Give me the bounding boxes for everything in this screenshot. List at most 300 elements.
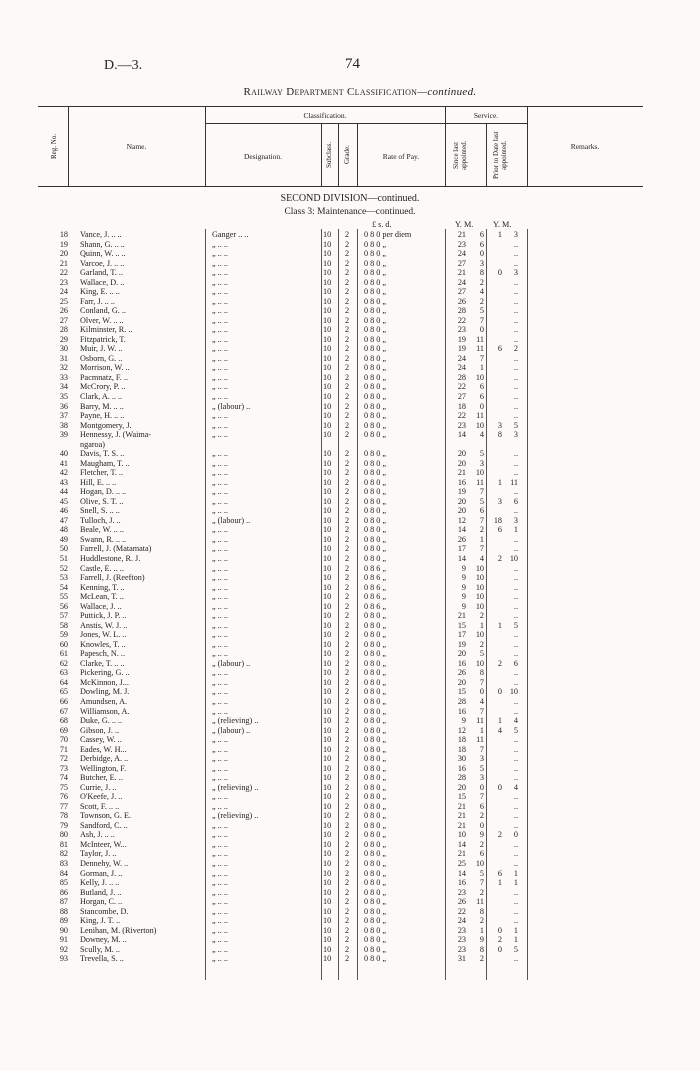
prior-years-cell: 4 bbox=[497, 725, 502, 735]
since-months-cell: 0 bbox=[479, 325, 484, 335]
since-months-cell: 8 bbox=[479, 268, 484, 278]
rate-of-pay-cell: 0 8 0 „ bbox=[364, 468, 387, 478]
name-cell: Fletcher, T. .. bbox=[80, 468, 124, 478]
since-months-cell: 7 bbox=[479, 744, 484, 754]
reg-no-cell: 93 bbox=[59, 954, 68, 964]
since-months-cell: 5 bbox=[479, 763, 484, 773]
name-cell: Fitzpatrick, T. bbox=[80, 334, 126, 344]
since-months-cell: 2 bbox=[479, 277, 484, 287]
designation-cell: „ .. .. bbox=[212, 696, 228, 706]
prior-months-cell: .. bbox=[513, 544, 518, 554]
since-years-cell: 28 bbox=[457, 306, 466, 316]
rate-of-pay-cell: 0 8 0 „ bbox=[364, 725, 387, 735]
subclass-cell: 10 bbox=[323, 534, 332, 544]
grade-cell: 2 bbox=[345, 496, 350, 506]
subclass-cell: 10 bbox=[323, 925, 332, 935]
since-years-cell: 18 bbox=[457, 744, 466, 754]
prior-months-cell: .. bbox=[513, 677, 518, 687]
name-cell: Gorman, J. .. bbox=[80, 868, 123, 878]
rate-of-pay-cell: 0 8 0 „ bbox=[364, 525, 387, 535]
subclass-cell: 10 bbox=[323, 392, 332, 401]
subclass-cell: 10 bbox=[323, 906, 332, 916]
since-months-cell: 11 bbox=[476, 411, 484, 421]
designation-cell: „ .. .. bbox=[212, 287, 228, 297]
rate-of-pay-cell: 0 8 0 „ bbox=[364, 515, 387, 525]
rate-of-pay-cell: 0 8 0 „ bbox=[364, 382, 387, 392]
since-months-cell: 5 bbox=[479, 649, 484, 659]
since-months-cell: 5 bbox=[479, 868, 484, 878]
name-cell: Taylor, J. .. bbox=[80, 849, 117, 859]
since-months-cell: 2 bbox=[479, 525, 484, 535]
designation-cell: „ .. .. bbox=[212, 306, 228, 316]
since-months-cell: 6 bbox=[479, 801, 484, 811]
designation-cell: „ .. .. bbox=[212, 430, 228, 440]
rate-of-pay-cell: 0 8 0 „ bbox=[364, 639, 387, 649]
grade-cell: 2 bbox=[345, 525, 350, 535]
subclass-cell: 10 bbox=[323, 820, 332, 830]
grade-cell: 2 bbox=[345, 954, 350, 964]
subclass-cell: 10 bbox=[323, 639, 332, 649]
rate-of-pay-cell: 0 8 0 per diem bbox=[364, 230, 412, 239]
subclass-cell: 10 bbox=[323, 630, 332, 640]
reg-no-cell: 75 bbox=[59, 782, 68, 792]
name-cell: Hill, E. .. .. bbox=[80, 477, 117, 487]
prior-months-cell: .. bbox=[513, 334, 518, 344]
rate-of-pay-cell: 0 8 0 „ bbox=[364, 716, 387, 726]
prior-months-cell: .. bbox=[513, 306, 518, 316]
reg-no-cell: 59 bbox=[59, 630, 68, 640]
prior-months-cell: .. bbox=[513, 601, 518, 611]
prior-months-cell: .. bbox=[513, 792, 518, 802]
name-cell: Gibson, J. .. bbox=[80, 725, 120, 735]
grade-cell: 2 bbox=[345, 696, 350, 706]
rate-of-pay-cell: 0 8 0 „ bbox=[364, 820, 387, 830]
since-months-cell: 10 bbox=[475, 858, 484, 868]
since-months-cell: 7 bbox=[479, 487, 484, 497]
name-cell: McCrory, P. .. bbox=[80, 382, 126, 392]
since-months-cell: 0 bbox=[479, 687, 484, 697]
rate-of-pay-cell: 0 8 0 „ bbox=[364, 706, 387, 716]
designation-cell: „ .. .. bbox=[212, 563, 228, 573]
name-cell: Stancombe, D. bbox=[80, 906, 129, 916]
reg-no-cell: 47 bbox=[59, 515, 68, 525]
name-cell: Snell, S. .. .. bbox=[80, 506, 120, 516]
name-cell: Tulloch, J. .. bbox=[80, 515, 121, 525]
subclass-cell: 10 bbox=[323, 658, 332, 668]
since-months-cell: 2 bbox=[479, 954, 484, 964]
subclass-cell: 10 bbox=[323, 430, 332, 440]
reg-no-cell: 74 bbox=[59, 773, 68, 783]
since-months-cell: 8 bbox=[479, 668, 484, 678]
grade-cell: 2 bbox=[345, 315, 350, 325]
since-years-cell: 19 bbox=[457, 344, 466, 354]
subclass-cell: 10 bbox=[323, 411, 332, 421]
prior-years-cell: 1 bbox=[497, 716, 502, 726]
prior-months-cell: .. bbox=[513, 592, 518, 602]
subclass-cell: 10 bbox=[323, 754, 332, 764]
reg-no-cell: 39 bbox=[59, 430, 68, 440]
grade-cell: 2 bbox=[345, 687, 350, 697]
since-months-cell: 3 bbox=[479, 754, 484, 764]
designation-cell: „ .. .. bbox=[212, 668, 228, 678]
since-months-cell: 6 bbox=[479, 849, 484, 859]
rate-of-pay-cell: 0 8 0 „ bbox=[364, 858, 387, 868]
rate-of-pay-cell: 0 8 0 „ bbox=[364, 773, 387, 783]
prior-years-cell: 3 bbox=[497, 420, 502, 430]
reg-no-cell: 91 bbox=[59, 935, 68, 945]
reg-no-cell: 67 bbox=[59, 706, 68, 716]
reg-no-cell: 80 bbox=[59, 830, 68, 840]
prior-years-cell: 6 bbox=[497, 525, 502, 535]
since-years-cell: 23 bbox=[457, 239, 466, 249]
header-remarks: Remarks. bbox=[570, 142, 600, 151]
reg-no-cell: 32 bbox=[59, 363, 68, 373]
designation-cell: „ .. .. bbox=[212, 935, 228, 945]
prior-months-cell: 4 bbox=[513, 782, 518, 792]
subclass-cell: 10 bbox=[323, 887, 332, 897]
grade-cell: 2 bbox=[345, 258, 350, 268]
designation-cell: „ .. .. bbox=[212, 868, 228, 878]
reg-no-cell: 35 bbox=[59, 392, 68, 401]
reg-no-cell: 60 bbox=[59, 639, 68, 649]
rate-of-pay-cell: 0 8 0 „ bbox=[364, 887, 387, 897]
reg-no-cell: 34 bbox=[59, 382, 68, 392]
subclass-cell: 10 bbox=[323, 801, 332, 811]
since-months-cell: 7 bbox=[479, 544, 484, 554]
name-cell: King, J. T. .. bbox=[80, 916, 121, 926]
designation-cell: „ .. .. bbox=[212, 449, 228, 459]
designation-cell: „ .. .. bbox=[212, 392, 228, 401]
since-months-cell: 2 bbox=[479, 811, 484, 821]
header-reg-no: Reg. No. bbox=[50, 133, 58, 159]
subclass-cell: 10 bbox=[323, 315, 332, 325]
since-years-cell: 9 bbox=[461, 716, 466, 726]
prior-months-cell: .. bbox=[513, 820, 518, 830]
rate-of-pay-cell: 0 8 0 „ bbox=[364, 878, 387, 888]
rate-of-pay-cell: 0 8 0 „ bbox=[364, 411, 387, 421]
prior-years-cell: 0 bbox=[497, 687, 502, 697]
rate-of-pay-cell: 0 8 0 „ bbox=[364, 954, 387, 964]
since-months-cell: 2 bbox=[479, 887, 484, 897]
reg-no-cell: 65 bbox=[59, 687, 68, 697]
grade-cell: 2 bbox=[345, 858, 350, 868]
since-years-cell: 20 bbox=[457, 458, 466, 468]
subclass-cell: 10 bbox=[323, 773, 332, 783]
reg-no-cell: 68 bbox=[59, 716, 68, 726]
since-months-cell: 10 bbox=[475, 582, 484, 592]
since-months-cell: 6 bbox=[479, 239, 484, 249]
since-years-cell: 21 bbox=[457, 801, 466, 811]
since-months-cell: 10 bbox=[475, 468, 484, 478]
subclass-cell: 10 bbox=[323, 306, 332, 316]
subclass-cell: 10 bbox=[323, 334, 332, 344]
reg-no-cell: 71 bbox=[59, 744, 68, 754]
rate-of-pay-cell: 0 8 0 „ bbox=[364, 868, 387, 878]
since-years-cell: 12 bbox=[457, 515, 466, 525]
since-months-cell: 11 bbox=[476, 716, 484, 726]
rate-of-pay-cell: 0 8 6 „ bbox=[364, 601, 387, 611]
designation-cell: „ .. .. bbox=[212, 639, 228, 649]
prior-months-cell: .. bbox=[513, 630, 518, 640]
name-cell: Williamson, A. bbox=[80, 706, 130, 716]
subclass-cell: 10 bbox=[323, 544, 332, 554]
rate-of-pay-cell: 0 8 0 „ bbox=[364, 830, 387, 840]
reg-no-cell: 87 bbox=[59, 897, 68, 907]
subclass-cell: 10 bbox=[323, 878, 332, 888]
subclass-cell: 10 bbox=[323, 382, 332, 392]
since-years-cell: 26 bbox=[457, 668, 466, 678]
since-years-cell: 24 bbox=[457, 916, 466, 926]
since-years-cell: 14 bbox=[457, 554, 466, 564]
since-years-cell: 9 bbox=[461, 601, 466, 611]
prior-years-cell: 18 bbox=[493, 515, 502, 525]
rate-of-pay-cell: 0 8 0 „ bbox=[364, 287, 387, 297]
header-grade: Grade. bbox=[343, 145, 351, 165]
subclass-cell: 10 bbox=[323, 487, 332, 497]
prior-years-cell: 6 bbox=[497, 344, 502, 354]
since-years-cell: 14 bbox=[457, 430, 466, 440]
name-cell: Wallace, D. .. bbox=[80, 277, 125, 287]
designation-cell: „ .. .. bbox=[212, 592, 228, 602]
rate-of-pay-cell: 0 8 0 „ bbox=[364, 763, 387, 773]
reg-no-cell: 56 bbox=[59, 601, 68, 611]
since-months-cell: 6 bbox=[479, 392, 484, 401]
grade-cell: 2 bbox=[345, 839, 350, 849]
grade-cell: 2 bbox=[345, 563, 350, 573]
prior-years-cell: 0 bbox=[497, 782, 502, 792]
since-years-cell: 9 bbox=[461, 573, 466, 583]
designation-cell: „ .. .. bbox=[212, 344, 228, 354]
since-years-cell: 23 bbox=[457, 944, 466, 954]
since-months-cell: 7 bbox=[479, 515, 484, 525]
name-cell: Montgomery, J. bbox=[80, 420, 132, 430]
subclass-cell: 10 bbox=[323, 954, 332, 964]
designation-cell: „ .. .. bbox=[212, 878, 228, 888]
subclass-cell: 10 bbox=[323, 763, 332, 773]
grade-cell: 2 bbox=[345, 506, 350, 516]
since-months-cell: 4 bbox=[479, 430, 484, 440]
subclass-cell: 10 bbox=[323, 897, 332, 907]
subclass-cell: 10 bbox=[323, 420, 332, 430]
reg-no-cell: 18 bbox=[59, 230, 68, 239]
prior-months-cell: .. bbox=[513, 668, 518, 678]
grade-cell: 2 bbox=[345, 230, 350, 239]
since-years-cell: 24 bbox=[457, 277, 466, 287]
header-rate-of-pay: Rate of Pay. bbox=[382, 152, 420, 161]
since-years-cell: 27 bbox=[457, 287, 466, 297]
subclass-cell: 10 bbox=[323, 287, 332, 297]
grade-cell: 2 bbox=[345, 630, 350, 640]
since-years-cell: 22 bbox=[457, 382, 466, 392]
reg-no-cell: 19 bbox=[59, 239, 68, 249]
header-designation: Designation. bbox=[243, 152, 283, 161]
designation-cell: „ .. .. bbox=[212, 249, 228, 259]
rate-of-pay-cell: 0 8 0 „ bbox=[364, 811, 387, 821]
subclass-cell: 10 bbox=[323, 515, 332, 525]
since-years-cell: 26 bbox=[457, 897, 466, 907]
since-years-cell: 24 bbox=[457, 353, 466, 363]
reg-no-cell: 73 bbox=[59, 763, 68, 773]
prior-years-cell: 2 bbox=[497, 658, 502, 668]
since-years-cell: 24 bbox=[457, 249, 466, 259]
grade-cell: 2 bbox=[345, 334, 350, 344]
grade-cell: 2 bbox=[345, 582, 350, 592]
subclass-cell: 10 bbox=[323, 744, 332, 754]
subclass-cell: 10 bbox=[323, 249, 332, 259]
prior-months-cell: 6 bbox=[513, 658, 518, 668]
name-cell: Lenihan, M. (Riverton) bbox=[80, 925, 157, 935]
grade-cell: 2 bbox=[345, 287, 350, 297]
table-title-main: Railway Department Classification bbox=[243, 86, 418, 98]
rate-of-pay-cell: 0 8 0 „ bbox=[364, 363, 387, 373]
since-years-cell: 23 bbox=[457, 935, 466, 945]
rate-of-pay-cell: 0 8 0 „ bbox=[364, 296, 387, 306]
subclass-cell: 10 bbox=[323, 944, 332, 954]
since-years-cell: 28 bbox=[457, 372, 466, 382]
rate-of-pay-cell: 0 8 0 „ bbox=[364, 430, 387, 440]
since-years-cell: 17 bbox=[457, 544, 466, 554]
reg-no-cell: 54 bbox=[59, 582, 68, 592]
since-years-cell: 27 bbox=[457, 258, 466, 268]
service-units-prior: Y. M. bbox=[493, 220, 512, 229]
name-cell: Barry, M. .. .. bbox=[80, 401, 124, 411]
designation-cell: „ .. .. bbox=[212, 325, 228, 335]
subclass-cell: 10 bbox=[323, 525, 332, 535]
name-cell: Trevella, S. .. bbox=[80, 954, 124, 964]
since-months-cell: 1 bbox=[479, 620, 484, 630]
reg-no-cell: 42 bbox=[59, 468, 68, 478]
since-months-cell: 2 bbox=[479, 611, 484, 621]
name-cell: McLean, T. .. bbox=[80, 592, 124, 602]
name-cell: Wellington, F. bbox=[80, 763, 127, 773]
reg-no-cell: 22 bbox=[59, 268, 68, 278]
rate-of-pay-cell: 0 8 0 „ bbox=[364, 420, 387, 430]
grade-cell: 2 bbox=[345, 353, 350, 363]
designation-cell: „ .. .. bbox=[212, 554, 228, 564]
subclass-cell: 10 bbox=[323, 230, 332, 239]
rate-of-pay-cell: 0 8 0 „ bbox=[364, 649, 387, 659]
reg-no-cell: 25 bbox=[59, 296, 68, 306]
subclass-cell: 10 bbox=[323, 868, 332, 878]
since-years-cell: 14 bbox=[457, 839, 466, 849]
name-cell: Eades, W. H... bbox=[80, 744, 127, 754]
grade-cell: 2 bbox=[345, 458, 350, 468]
since-years-cell: 28 bbox=[457, 773, 466, 783]
rate-of-pay-cell: 0 8 0 „ bbox=[364, 801, 387, 811]
subclass-cell: 10 bbox=[323, 449, 332, 459]
designation-cell: „ .. .. bbox=[212, 897, 228, 907]
designation-cell: „ .. .. bbox=[212, 916, 228, 926]
designation-cell: „ .. .. bbox=[212, 649, 228, 659]
rate-of-pay-cell: 0 8 0 „ bbox=[364, 344, 387, 354]
subclass-cell: 10 bbox=[323, 582, 332, 592]
division-title: SECOND DIVISION—continued. bbox=[280, 193, 420, 204]
since-months-cell: 6 bbox=[479, 382, 484, 392]
since-years-cell: 14 bbox=[457, 525, 466, 535]
reg-no-cell: 85 bbox=[59, 878, 68, 888]
designation-cell: „ .. .. bbox=[212, 925, 228, 935]
prior-months-cell: .. bbox=[513, 315, 518, 325]
since-years-cell: 19 bbox=[457, 639, 466, 649]
designation-cell: Ganger .. .. bbox=[212, 230, 249, 239]
designation-cell: „ (relieving) .. bbox=[212, 811, 259, 821]
prior-years-cell: 1 bbox=[497, 620, 502, 630]
name-cell: King, E. .. .. bbox=[80, 287, 120, 297]
name-cell: Downey, M. .. bbox=[80, 935, 127, 945]
grade-cell: 2 bbox=[345, 868, 350, 878]
subclass-cell: 10 bbox=[323, 858, 332, 868]
reg-no-cell: 66 bbox=[59, 696, 68, 706]
prior-months-cell: .. bbox=[513, 353, 518, 363]
prior-months-cell: 1 bbox=[513, 868, 518, 878]
reg-no-cell: 78 bbox=[59, 811, 68, 821]
name-cell: McKinnon, J... bbox=[80, 677, 129, 687]
prior-months-cell: .. bbox=[513, 506, 518, 516]
since-years-cell: 21 bbox=[457, 611, 466, 621]
designation-cell: „ .. .. bbox=[212, 477, 228, 487]
rate-of-pay-cell: 0 8 0 „ bbox=[364, 334, 387, 344]
name-cell: Butcher, E. .. bbox=[80, 773, 123, 783]
since-years-cell: 14 bbox=[457, 868, 466, 878]
prior-months-cell: .. bbox=[513, 563, 518, 573]
prior-years-cell: 6 bbox=[497, 868, 502, 878]
name-cell: Farrell, J. (Reefton) bbox=[80, 573, 145, 583]
reg-no-cell: 43 bbox=[59, 477, 68, 487]
name-cell: Castle, E. .. .. bbox=[80, 563, 124, 573]
rate-of-pay-cell: 0 8 0 „ bbox=[364, 458, 387, 468]
since-years-cell: 27 bbox=[457, 392, 466, 401]
since-years-cell: 20 bbox=[457, 649, 466, 659]
since-months-cell: 10 bbox=[475, 372, 484, 382]
prior-months-cell: .. bbox=[513, 954, 518, 964]
since-months-cell: 0 bbox=[479, 249, 484, 259]
prior-months-cell: .. bbox=[513, 239, 518, 249]
subclass-cell: 10 bbox=[323, 696, 332, 706]
grade-cell: 2 bbox=[345, 811, 350, 821]
since-years-cell: 18 bbox=[457, 401, 466, 411]
reg-no-cell: 55 bbox=[59, 592, 68, 602]
prior-months-cell: .. bbox=[513, 611, 518, 621]
designation-cell: „ .. .. bbox=[212, 334, 228, 344]
reg-no-cell: 81 bbox=[59, 839, 68, 849]
prior-months-cell: .. bbox=[513, 468, 518, 478]
since-years-cell: 17 bbox=[457, 630, 466, 640]
since-years-cell: 21 bbox=[457, 811, 466, 821]
since-months-cell: 2 bbox=[479, 839, 484, 849]
subclass-cell: 10 bbox=[323, 268, 332, 278]
reg-no-cell: 89 bbox=[59, 916, 68, 926]
name-cell: Farr, J. .. .. bbox=[80, 296, 115, 306]
grade-cell: 2 bbox=[345, 677, 350, 687]
name-cell: Kenning, T. .. bbox=[80, 582, 125, 592]
reg-no-cell: 46 bbox=[59, 506, 68, 516]
grade-cell: 2 bbox=[345, 515, 350, 525]
grade-cell: 2 bbox=[345, 830, 350, 840]
name-cell: Farrell, J. (Matamata) bbox=[80, 544, 152, 554]
grade-cell: 2 bbox=[345, 944, 350, 954]
prior-months-cell: .. bbox=[513, 392, 518, 401]
subclass-cell: 10 bbox=[323, 573, 332, 583]
reg-no-cell: 21 bbox=[59, 258, 68, 268]
since-years-cell: 21 bbox=[457, 468, 466, 478]
name-cell: Conland, G. .. bbox=[80, 306, 126, 316]
since-years-cell: 23 bbox=[457, 925, 466, 935]
prior-months-cell: 3 bbox=[513, 230, 518, 239]
rate-of-pay-cell: 0 8 0 „ bbox=[364, 315, 387, 325]
reg-no-cell: 28 bbox=[59, 325, 68, 335]
class-title: Class 3: Maintenance—continued. bbox=[284, 207, 416, 217]
name-cell: ngaroa) bbox=[80, 439, 106, 449]
